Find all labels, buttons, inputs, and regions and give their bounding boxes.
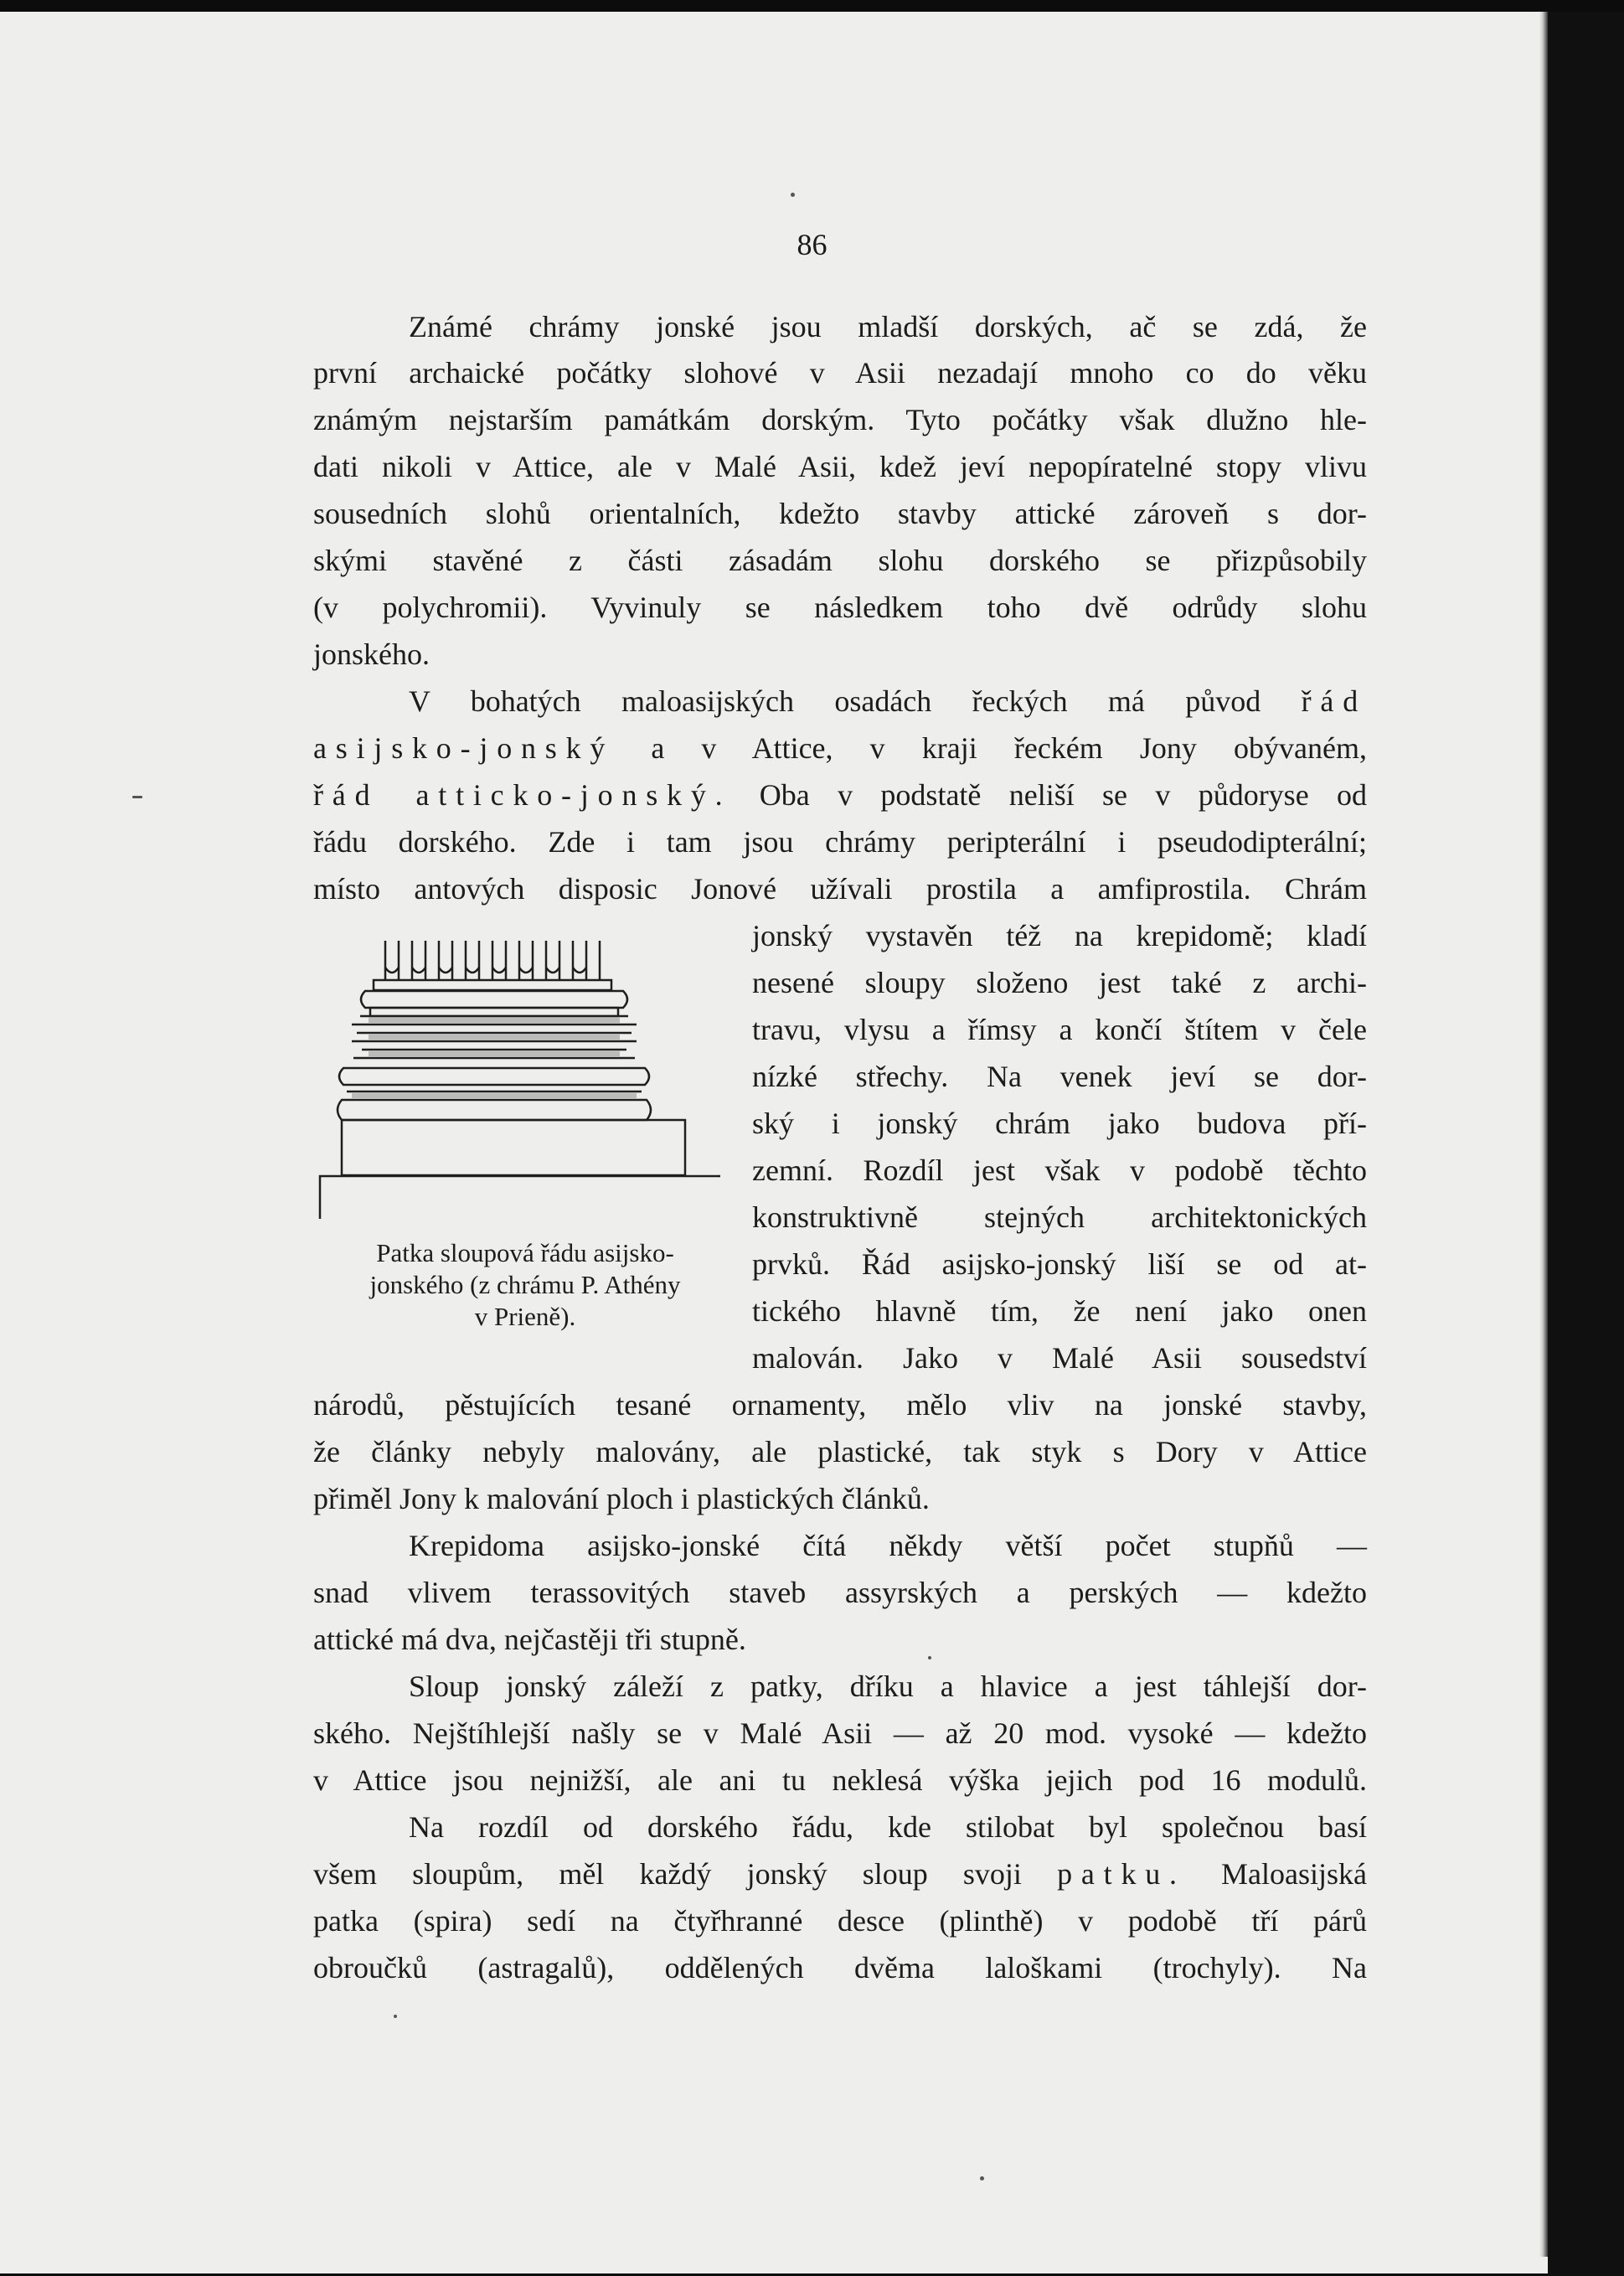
text-line: místo antových disposic Jonové užívali prostila a amfiprostila. Chrám xyxy=(313,872,1367,906)
text-line xyxy=(409,682,1367,720)
text-line: národů, pěstujících tesané ornamenty, mělo vliv na jonské stavby, xyxy=(313,1388,1367,1422)
text-line: obroučků (astragalů), oddělených dvěma laloškami (trochyly). Na xyxy=(313,1951,1367,1984)
text-line: snad vlivem terassovitých staveb assyrských a perských — kdežto xyxy=(313,1576,1367,1609)
text-line: jonský vystavěn též na krepidomě; kladí xyxy=(752,919,1367,952)
speck xyxy=(980,2176,984,2181)
text-run: a v Attice, v kraji řeckém Jony obývaném, xyxy=(651,731,1367,765)
figure-caption-line: jonského (z chrámu P. Athény xyxy=(369,1270,681,1299)
page-number: 86 xyxy=(797,228,827,261)
text-line: známým nejstarším památkám dorským. Tyto počátky však dlužno hle- xyxy=(313,403,1367,436)
text-line: patka (spira) sedí na čtyřhranné desce (plinthě) v podobě tří párů xyxy=(313,1904,1367,1938)
text-line: jonského. xyxy=(313,637,430,671)
text-line: ského. Nejštíhlejší našly se v Malé Asii — až 20 mod. vysoké — kdežto xyxy=(313,1716,1367,1750)
text-line xyxy=(313,729,1367,767)
text-line: první archaické počátky slohové v Asii nezadají mnoho co do věku xyxy=(313,356,1367,390)
speck xyxy=(791,193,795,197)
text-line: v Attice jsou nejnižší, ale ani tu neklesá výška jejich pod 16 modulů. xyxy=(313,1763,1367,1797)
spaced-term: patku. xyxy=(1057,1857,1186,1891)
text-line: malován. Jako v Malé Asii sousedství xyxy=(752,1341,1367,1375)
spaced-term: řád atticko-jonský. xyxy=(313,778,732,812)
text-line: že články nebyly malovány, ale plastické, tak styk s Dory v Attice xyxy=(313,1435,1367,1468)
text-line: přiměl Jony k malování ploch i plastických článků. xyxy=(313,1482,930,1515)
text-run: Maloasijská xyxy=(1221,1857,1367,1891)
text-line: prvků. Řád asijsko-jonský liší se od at- xyxy=(752,1247,1367,1281)
speck xyxy=(132,796,142,798)
text-line: nesené sloupy složeno jest také z archi- xyxy=(752,966,1367,999)
text-line: Na rozdíl od dorského řádu, kde stilobat byl společnou basí xyxy=(409,1810,1367,1844)
speck xyxy=(928,1656,931,1659)
text-line: konstruktivně stejných architektonických xyxy=(752,1200,1367,1234)
text-line: tického hlavně tím, že není jako onen xyxy=(752,1294,1367,1328)
text-line: Známé chrámy jonské jsou mladší dorských, ač se zdá, že xyxy=(409,310,1367,343)
text-line: Krepidoma asijsko-jonské čítá někdy větší počet stupňů — xyxy=(409,1529,1367,1562)
text-line xyxy=(313,776,1367,814)
speck xyxy=(394,2015,397,2018)
text-run: Oba v podstatě neliší se v půdoryse od xyxy=(759,778,1367,812)
text-line xyxy=(313,1855,1367,1893)
text-line: Sloup jonský záleží z patky, dříku a hlavice a jest táhlejší dor- xyxy=(409,1670,1367,1703)
page-edge-shadow xyxy=(1539,12,1548,2257)
text-line: travu, vlysu a římsy a končí štítem v čele xyxy=(752,1013,1367,1046)
figure-caption-line: v Prieně). xyxy=(474,1302,576,1331)
figure-caption-line: Patka sloupová řádu asijsko- xyxy=(376,1238,674,1267)
text-line: (v polychromii). Vyvinuly se následkem toho dvě odrůdy slohu xyxy=(313,591,1367,624)
column-base-illustration xyxy=(318,934,737,1219)
text-line: sousedních slohů orientalních, kdežto stavby attické zároveň s dor- xyxy=(313,497,1367,530)
scan-border xyxy=(1548,12,1624,2276)
text-line: nízké střechy. Na venek jeví se dor- xyxy=(752,1060,1367,1093)
text-line: zemní. Rozdíl jest však v podobě těchto xyxy=(752,1153,1367,1187)
text-line: attické má dva, nejčastěji tři stupně. xyxy=(313,1623,746,1656)
text-line: ský i jonský chrám jako budova pří- xyxy=(752,1107,1367,1140)
spaced-term: řád xyxy=(1301,684,1367,718)
text-run: všem sloupům, měl každý jonský sloup svoji xyxy=(313,1857,1022,1891)
text-run: V bohatých maloasijských osadách řeckých má původ xyxy=(409,684,1261,718)
text-line: skými stavěné z části zásadám slohu dorského se přizpůsobily xyxy=(313,544,1367,577)
text-line: dati nikoli v Attice, ale v Malé Asii, kdež jeví nepopíratelné stopy vlivu xyxy=(313,450,1367,483)
text-line: řádu dorského. Zde i tam jsou chrámy peripterální i pseudodipterální; xyxy=(313,825,1367,859)
spaced-term: asijsko-jonský xyxy=(313,731,615,765)
